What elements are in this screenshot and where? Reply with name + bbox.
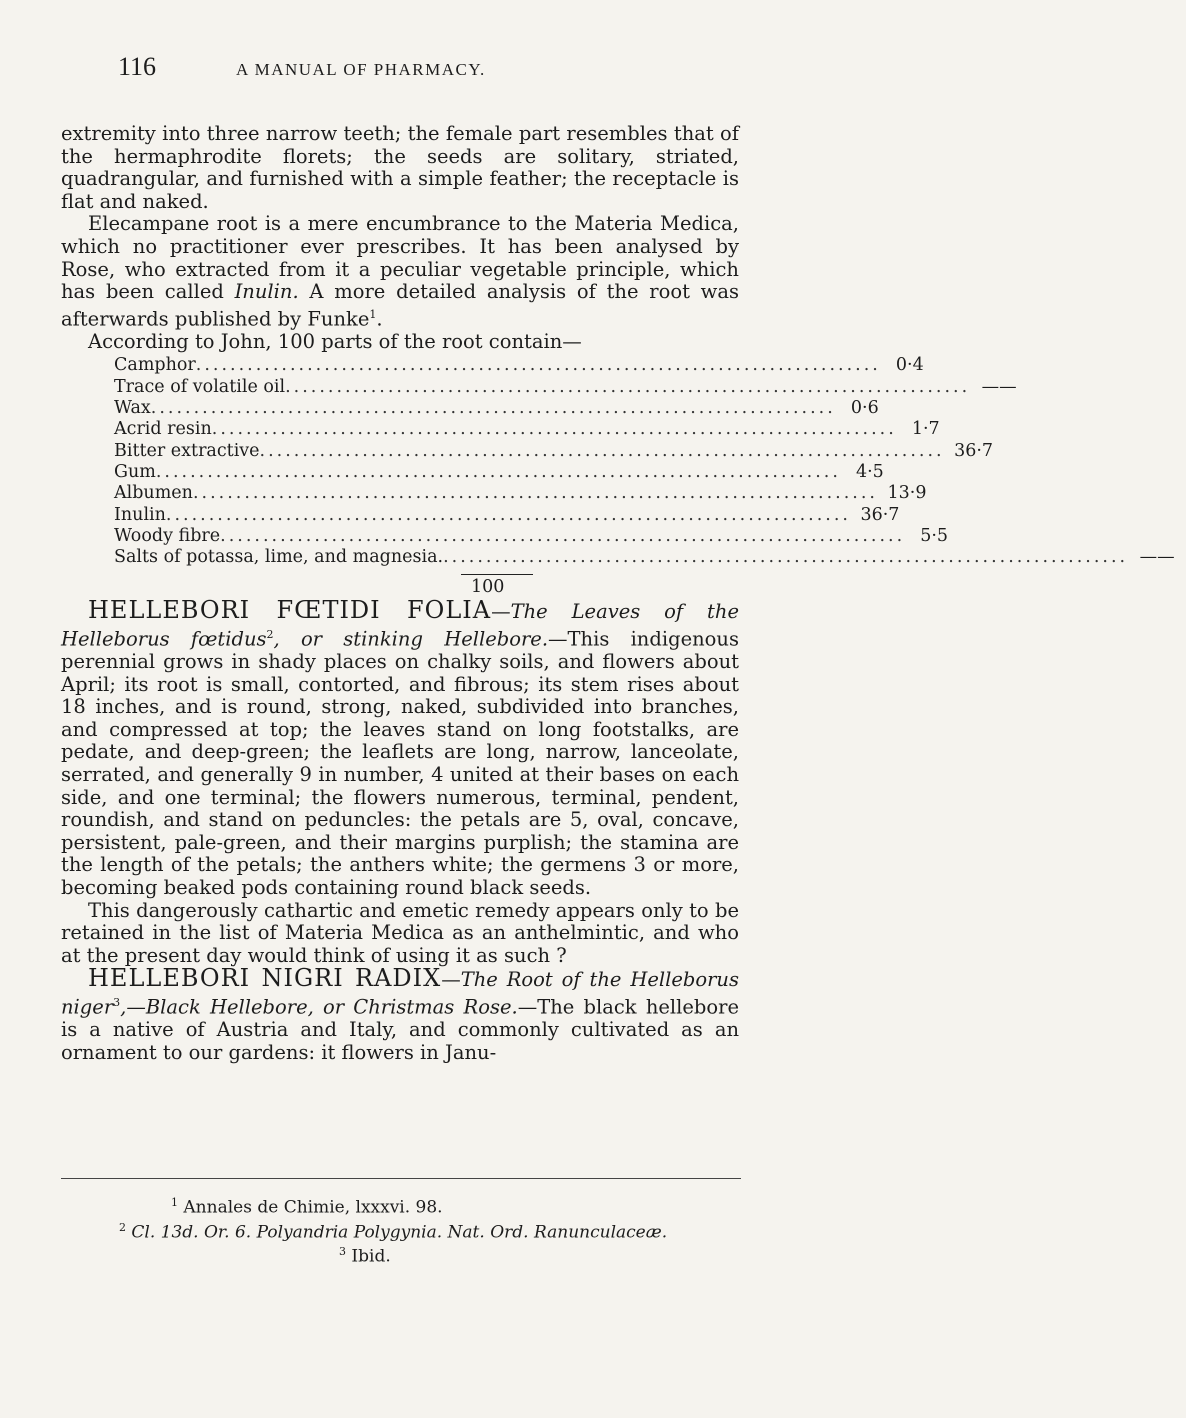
footnote-rule: [61, 1178, 741, 1179]
heading-hellebori-nigri: HELLEBORI NIGRI RADIX: [88, 964, 442, 993]
ingredient-value: 0·6: [850, 398, 879, 419]
heading-hellebori-foetidi: HELLEBORI FŒTIDI FOLIA: [88, 596, 492, 625]
leader-dots: ................................................................................: [259, 440, 945, 461]
foetidus-italic-title: The Leaves of the Helleborus fœtidus: [61, 600, 739, 651]
composition-row: [114, 461, 884, 483]
ingredient-name: Trace of volatile oil: [114, 376, 286, 397]
composition-row: [114, 547, 1175, 568]
paragraph-elecampane: [61, 213, 739, 330]
leader-dots: ................................................................................: [195, 355, 881, 376]
ingredient-value: 36·7: [954, 440, 994, 461]
leader-dots: ................................................................................: [220, 525, 906, 546]
foetidus-italic-title-b: , or stinking Hellebore.: [273, 627, 549, 651]
ingredient-name: Woody fibre: [114, 525, 221, 546]
leader-dots: ................................................................................: [192, 483, 878, 504]
paragraph-continuation: extremity into three narrow teeth; the female part resembles that of the hermaphrodite florets; the seeds are solitary, striated, quadrangular, and furnished with a simple feather; the receptacle is flat and naked.: [61, 122, 739, 213]
page-body: [61, 122, 1175, 1064]
ingredient-value: 36·7: [860, 504, 900, 525]
niger-italic-title-b: ,—Black Hellebore, or Christmas Rose.: [120, 995, 518, 1019]
composition-row: [114, 483, 927, 504]
composition-row: [114, 440, 994, 462]
footnotes: [61, 1193, 741, 1267]
niger-italic-title: The Root of the Helleborus niger: [61, 968, 739, 1019]
leader-dots: ................................................................................: [443, 547, 1129, 568]
ingredient-value: 0·4: [895, 355, 924, 376]
footnote-1: $^1$ Annales de Chimie, lxxxvi. 98.: [171, 1196, 443, 1218]
ingredient-name: Bitter extractive: [114, 440, 260, 461]
inulin-term: Inulin.: [234, 280, 299, 304]
ingredient-name: Gum: [114, 461, 156, 482]
footnote-3: $^3$ Ibid.: [339, 1245, 391, 1267]
page-header: [118, 52, 738, 92]
leader-dots: ................................................................................: [211, 419, 897, 440]
paragraph-cathartic: This dangerously cathartic and emetic remedy appears only to be retained in the list of Materia Medica as an anthelmintic, and who at the present day would think of using it as such ?: [61, 898, 739, 967]
ingredient-value: 13·9: [887, 483, 927, 504]
foetidus-description: —This indigenous perennial grows in shady places on chalky soils, and flowers about April; its root is small, contorted, and fibrous; its stem rises about 18 inches, and is round, strong, naked, subdivided into branches, and compressed at top; the leaves stand on long footstalks, are pedate, and deep-green; the leaflets are long, narrow, lanceolate, serrated, and generally 9 in number, 4 united at their bases on each side, and one terminal; the flowers numerous, terminal, pendent, roundish, and stand on peduncles: the petals are 5, oval, concave, persistent, pale-green, and their margins purplish; the stamina are the length of the petals; the anthers white; the germens 3 or more, becoming beaked pods containing round black seeds.: [61, 627, 739, 900]
ingredient-name: Albumen: [114, 483, 193, 504]
composition-row: [114, 398, 879, 419]
leader-dots: ................................................................................: [155, 461, 841, 482]
ingredient-name: Camphor: [114, 355, 196, 376]
leader-dots: ................................................................................: [165, 504, 851, 525]
ingredient-value: 4·5: [855, 461, 884, 482]
composition-row: [114, 376, 1017, 398]
ingredient-name: Wax: [114, 398, 151, 419]
ingredient-value: 1·7: [911, 419, 940, 440]
paragraph-hellebore-niger: [61, 964, 740, 1064]
footnote-ref-2: 2: [266, 628, 274, 641]
elecampane-text-b: A more detailed analysis of the root was afterwards published by Funke: [61, 280, 739, 331]
elecampane-text-c: .: [376, 307, 383, 331]
ingredient-value: 5·5: [920, 525, 949, 546]
composition-table: [114, 355, 1175, 568]
paragraph-john-analysis: According to John, 100 parts of the root contain—: [88, 329, 582, 353]
leader-dots: ................................................................................: [150, 398, 836, 419]
running-title: A MANUAL OF PHARMACY.: [236, 60, 486, 79]
niger-heading-dash: —: [441, 968, 461, 992]
composition-row: [114, 525, 949, 547]
leader-dots: ................................................................................: [285, 376, 971, 397]
ingredient-name: Acrid resin: [114, 419, 212, 440]
composition-row: [114, 355, 924, 376]
elecampane-text-a: Elecampane root is a mere encumbrance to the Materia Medica, which no practitioner ever prescribes. It has been analysed by Rose, who extracted from it a peculiar vegetable principle, which has been called: [61, 212, 739, 304]
composition-row: [114, 504, 900, 526]
ingredient-value: ——: [981, 376, 1017, 397]
footnote-2: $^2$ Cl. 13d. Or. 6. Polyandria Polygynia. Nat. Ord. Ranunculaceæ.: [119, 1220, 668, 1243]
composition-total: 100: [471, 577, 505, 598]
ingredient-name: Salts of potassa, lime, and magnesia.: [114, 547, 444, 568]
footnote-ref-3: 3: [113, 996, 121, 1009]
paragraph-hellebore-foetidus: [61, 596, 739, 900]
footnote-ref-1: 1: [369, 307, 377, 321]
niger-description: —The black hellebore is a native of Austria and Italy, and commonly cultivated as an ornament to our gardens: it flowers in Janu-: [61, 995, 740, 1064]
ingredient-value: ——: [1139, 547, 1175, 568]
page-number: 116: [118, 52, 157, 81]
heading-dash: —: [491, 600, 511, 624]
ingredient-name: Inulin: [114, 504, 166, 525]
composition-row: [114, 419, 940, 440]
